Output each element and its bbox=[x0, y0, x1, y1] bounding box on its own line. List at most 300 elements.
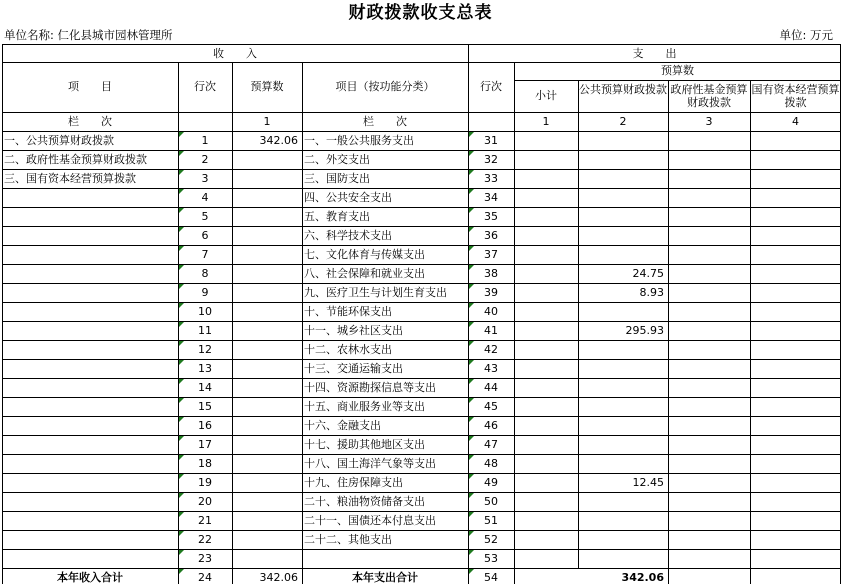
expense-row-no-cell: 51 bbox=[484, 514, 498, 527]
cell-comment-marker bbox=[469, 151, 474, 156]
income-column-index-1: 1 bbox=[263, 115, 271, 128]
expense-item-cell: 十七、援助其他地区支出 bbox=[304, 438, 425, 451]
income-total-value: 342.06 bbox=[259, 571, 298, 584]
income-item-cell bbox=[2, 207, 178, 226]
cell-comment-marker bbox=[179, 189, 184, 194]
cell-comment-marker bbox=[179, 398, 184, 403]
grid-vline bbox=[468, 44, 469, 584]
income-row-no-cell: 14 bbox=[198, 381, 212, 394]
expense-row-no-cell: 44 bbox=[484, 381, 498, 394]
grid-vline bbox=[750, 80, 751, 568]
expense-gov-fund-cell bbox=[668, 511, 750, 530]
expense-state-capital-cell bbox=[750, 321, 841, 340]
income-budget-cell bbox=[232, 397, 302, 416]
expense-state-capital-cell bbox=[750, 492, 841, 511]
income-budget-cell bbox=[232, 378, 302, 397]
expense-public-budget-cell: 24.75 bbox=[632, 267, 664, 280]
income-row-no-cell: 4 bbox=[201, 191, 209, 204]
expense-item-cell: 六、科学技术支出 bbox=[304, 229, 392, 242]
expense-gov-fund-cell bbox=[668, 226, 750, 245]
expense-state-capital-cell bbox=[750, 435, 841, 454]
grid-vline bbox=[232, 62, 233, 584]
income-budget-cell bbox=[232, 473, 302, 492]
income-item-cell bbox=[2, 359, 178, 378]
income-item-cell bbox=[2, 283, 178, 302]
income-budget-cell bbox=[232, 169, 302, 188]
grid-hline bbox=[2, 188, 840, 189]
income-item-cell bbox=[2, 492, 178, 511]
expense-item-cell: 十四、资源勘探信息等支出 bbox=[304, 381, 436, 394]
expense-gov-fund-cell bbox=[668, 150, 750, 169]
cell-comment-marker bbox=[469, 360, 474, 365]
expense-subtotal-cell bbox=[514, 302, 578, 321]
expense-public-budget-cell bbox=[578, 435, 668, 454]
income-row-no-cell: 7 bbox=[201, 248, 209, 261]
expense-gov-fund-cell bbox=[668, 207, 750, 226]
income-row-no-cell: 10 bbox=[198, 305, 212, 318]
expense-item-cell: 二十二、其他支出 bbox=[304, 533, 392, 546]
expense-gov-fund-cell bbox=[668, 435, 750, 454]
income-budget-cell bbox=[232, 150, 302, 169]
expense-public-budget-cell bbox=[578, 397, 668, 416]
income-column-index-label: 栏 次 bbox=[68, 115, 112, 128]
expense-subtotal-cell bbox=[514, 245, 578, 264]
income-item-cell bbox=[2, 549, 178, 568]
expense-gov-fund-cell bbox=[668, 454, 750, 473]
expense-public-budget-cell bbox=[578, 245, 668, 264]
cell-comment-marker bbox=[179, 512, 184, 517]
income-row-no-cell: 2 bbox=[201, 153, 209, 166]
table-title: 财政拨款收支总表 bbox=[348, 3, 493, 23]
expense-subtotal-cell bbox=[514, 226, 578, 245]
cell-comment-marker bbox=[469, 189, 474, 194]
expense-state-capital-cell bbox=[750, 511, 841, 530]
grid-hline bbox=[2, 416, 840, 417]
expense-public-budget-cell bbox=[578, 188, 668, 207]
subtotal-header: 小计 bbox=[535, 89, 557, 102]
expense-row-no-cell: 39 bbox=[484, 286, 498, 299]
expense-row-no-cell: 49 bbox=[484, 476, 498, 489]
expense-state-capital-cell bbox=[750, 169, 841, 188]
expense-gov-fund-cell bbox=[668, 340, 750, 359]
income-row-no-cell: 11 bbox=[198, 324, 212, 337]
expense-item-cell: 十、节能环保支出 bbox=[304, 305, 392, 318]
expense-state-capital-cell bbox=[750, 245, 841, 264]
expense-item-cell: 十五、商业服务业等支出 bbox=[304, 400, 425, 413]
cell-comment-marker bbox=[469, 398, 474, 403]
income-total-row-no: 24 bbox=[198, 571, 212, 584]
cell-comment-marker bbox=[179, 322, 184, 327]
expense-public-budget-cell bbox=[578, 416, 668, 435]
income-row-no-cell: 20 bbox=[198, 495, 212, 508]
grid-hline bbox=[2, 44, 840, 45]
income-budget-cell bbox=[232, 359, 302, 378]
income-item-cell bbox=[2, 226, 178, 245]
expense-row-no-cell: 50 bbox=[484, 495, 498, 508]
expense-item-header: 项目（按功能分类） bbox=[335, 80, 435, 93]
cell-comment-marker bbox=[179, 569, 184, 574]
income-row-no-cell: 3 bbox=[201, 172, 209, 185]
cell-comment-marker bbox=[469, 379, 474, 384]
expense-gov-fund-cell bbox=[668, 131, 750, 150]
cell-comment-marker bbox=[179, 341, 184, 346]
expense-row-no-cell: 34 bbox=[484, 191, 498, 204]
expense-gov-fund-cell bbox=[668, 359, 750, 378]
cell-comment-marker bbox=[469, 227, 474, 232]
income-row-no-cell: 12 bbox=[198, 343, 212, 356]
grid-hline bbox=[2, 568, 840, 569]
expense-item-cell: 十八、国土海洋气象等支出 bbox=[304, 457, 436, 470]
grid-vline bbox=[578, 80, 579, 568]
expense-row-no-header: 行次 bbox=[480, 80, 502, 93]
expense-subtotal-cell bbox=[514, 435, 578, 454]
expense-subtotal-cell bbox=[514, 340, 578, 359]
expense-column-index-1: 1 bbox=[542, 115, 550, 128]
expense-item-cell: 二十、粮油物资储备支出 bbox=[304, 495, 425, 508]
income-item-cell bbox=[2, 454, 178, 473]
income-item-cell: 一、公共预算财政拨款 bbox=[4, 134, 114, 147]
expense-public-budget-cell bbox=[578, 302, 668, 321]
expense-row-no-cell: 32 bbox=[484, 153, 498, 166]
expense-row-no-cell: 48 bbox=[484, 457, 498, 470]
expense-subtotal-cell bbox=[514, 378, 578, 397]
expense-public-budget-cell: 12.45 bbox=[632, 476, 664, 489]
grid-hline bbox=[2, 359, 840, 360]
income-item-cell bbox=[2, 245, 178, 264]
expense-row-no-cell: 45 bbox=[484, 400, 498, 413]
expense-public-budget-cell bbox=[578, 359, 668, 378]
income-budget-cell bbox=[232, 283, 302, 302]
income-item-cell bbox=[2, 530, 178, 549]
income-budget-cell bbox=[232, 492, 302, 511]
grid-hline bbox=[2, 397, 840, 398]
cell-comment-marker bbox=[469, 512, 474, 517]
expense-row-no-cell: 52 bbox=[484, 533, 498, 546]
income-row-no-cell: 9 bbox=[201, 286, 209, 299]
expense-item-cell bbox=[302, 549, 468, 568]
expense-column-index-4: 4 bbox=[792, 115, 799, 128]
expense-subtotal-cell bbox=[514, 530, 578, 549]
grid-vline bbox=[178, 62, 179, 584]
expense-public-budget-cell bbox=[578, 150, 668, 169]
cell-comment-marker bbox=[179, 360, 184, 365]
expense-state-capital-cell bbox=[750, 454, 841, 473]
expense-gov-fund-cell bbox=[668, 245, 750, 264]
income-item-cell bbox=[2, 473, 178, 492]
cell-comment-marker bbox=[179, 208, 184, 213]
expense-gov-fund-cell bbox=[668, 549, 750, 568]
cell-comment-marker bbox=[469, 170, 474, 175]
expense-public-budget-cell bbox=[578, 340, 668, 359]
cell-comment-marker bbox=[179, 265, 184, 270]
grid-hline bbox=[2, 62, 840, 63]
expense-row-no-cell: 46 bbox=[484, 419, 498, 432]
income-budget-cell: 342.06 bbox=[259, 134, 298, 147]
expense-state-capital-cell bbox=[750, 150, 841, 169]
expense-item-cell: 七、文化体育与传媒支出 bbox=[304, 248, 425, 261]
expense-state-capital-cell bbox=[750, 397, 841, 416]
income-row-no-cell: 16 bbox=[198, 419, 212, 432]
income-row-no-cell: 21 bbox=[198, 514, 212, 527]
cell-comment-marker bbox=[179, 417, 184, 422]
income-row-no-cell: 13 bbox=[198, 362, 212, 375]
cell-comment-marker bbox=[469, 265, 474, 270]
income-item-cell bbox=[2, 397, 178, 416]
cell-comment-marker bbox=[179, 379, 184, 384]
grid-hline bbox=[2, 492, 840, 493]
cell-comment-marker bbox=[179, 284, 184, 289]
expense-subtotal-cell bbox=[514, 131, 578, 150]
expense-item-cell: 八、社会保障和就业支出 bbox=[304, 267, 425, 280]
expense-state-capital-cell bbox=[750, 207, 841, 226]
expense-gov-fund-cell bbox=[668, 302, 750, 321]
income-budget-cell bbox=[232, 340, 302, 359]
expense-state-capital-cell bbox=[750, 416, 841, 435]
grid-hline bbox=[2, 264, 840, 265]
expense-item-cell: 十二、农林水支出 bbox=[304, 343, 392, 356]
cell-comment-marker bbox=[469, 208, 474, 213]
expense-state-capital-cell bbox=[750, 302, 841, 321]
income-budget-cell bbox=[232, 530, 302, 549]
income-row-no-cell: 1 bbox=[201, 134, 209, 147]
expense-gov-fund-cell bbox=[668, 416, 750, 435]
grid-hline bbox=[2, 207, 840, 208]
cell-comment-marker bbox=[469, 284, 474, 289]
grid-vline bbox=[668, 568, 669, 584]
expense-item-cell: 十三、交通运输支出 bbox=[304, 362, 403, 375]
unit-row bbox=[0, 26, 841, 44]
cell-comment-marker bbox=[179, 303, 184, 308]
expense-column-index-2: 2 bbox=[619, 115, 627, 128]
cell-comment-marker bbox=[469, 303, 474, 308]
grid-hline bbox=[2, 302, 840, 303]
expense-public-budget-cell bbox=[578, 378, 668, 397]
expense-total-label: 本年支出合计 bbox=[352, 571, 418, 584]
state-capital-header: 国有资本经营预算拨款 bbox=[751, 83, 840, 109]
expense-item-cell: 五、教育支出 bbox=[304, 210, 370, 223]
expense-subtotal-cell bbox=[514, 473, 578, 492]
expense-subtotal-cell bbox=[514, 454, 578, 473]
expense-public-budget-cell bbox=[578, 511, 668, 530]
income-row-no-cell: 22 bbox=[198, 533, 212, 546]
grid-hline bbox=[2, 511, 840, 512]
income-budget-cell bbox=[232, 321, 302, 340]
cell-comment-marker bbox=[469, 341, 474, 346]
grid-hline bbox=[2, 112, 840, 113]
expense-gov-fund-cell bbox=[668, 473, 750, 492]
income-budget-cell bbox=[232, 549, 302, 568]
income-item-cell bbox=[2, 378, 178, 397]
income-row-no-cell: 19 bbox=[198, 476, 212, 489]
expense-state-capital-cell bbox=[750, 359, 841, 378]
expense-subtotal-cell bbox=[514, 188, 578, 207]
expense-subtotal-cell bbox=[514, 511, 578, 530]
income-item-header: 项 目 bbox=[68, 80, 112, 93]
grid-vline bbox=[2, 44, 3, 584]
expense-public-budget-cell: 8.93 bbox=[639, 286, 664, 299]
grid-hline bbox=[2, 283, 840, 284]
income-row-no-cell: 23 bbox=[198, 552, 212, 565]
grid-hline bbox=[2, 169, 840, 170]
cell-comment-marker bbox=[179, 474, 184, 479]
expense-state-capital-cell bbox=[750, 283, 841, 302]
income-item-cell bbox=[2, 321, 178, 340]
grid-hline bbox=[2, 473, 840, 474]
expense-item-cell: 十一、城乡社区支出 bbox=[304, 324, 403, 337]
cell-comment-marker bbox=[179, 436, 184, 441]
expense-row-no-cell: 41 bbox=[484, 324, 498, 337]
expense-state-capital-cell bbox=[750, 530, 841, 549]
expense-state-capital-cell bbox=[750, 549, 841, 568]
cell-comment-marker bbox=[469, 493, 474, 498]
expense-subtotal-cell bbox=[514, 492, 578, 511]
income-item-cell bbox=[2, 511, 178, 530]
expense-total-row-no: 54 bbox=[484, 571, 498, 584]
expense-row-no-cell: 33 bbox=[484, 172, 498, 185]
grid-hline bbox=[2, 150, 840, 151]
grid-hline bbox=[2, 226, 840, 227]
income-item-cell bbox=[2, 188, 178, 207]
grid-hline bbox=[2, 340, 840, 341]
expense-gov-fund-cell bbox=[668, 321, 750, 340]
expense-item-cell: 二、外交支出 bbox=[304, 153, 370, 166]
expense-state-capital-cell bbox=[750, 473, 841, 492]
income-row-no-header: 行次 bbox=[194, 80, 216, 93]
expense-item-cell: 三、国防支出 bbox=[304, 172, 370, 185]
cell-comment-marker bbox=[179, 132, 184, 137]
organization-label: 单位名称: 仁化县城市园林管理所 bbox=[4, 28, 173, 42]
cell-comment-marker bbox=[179, 227, 184, 232]
expense-section-header: 支 出 bbox=[632, 47, 677, 60]
expense-public-budget-cell bbox=[578, 454, 668, 473]
expense-public-budget-cell bbox=[578, 131, 668, 150]
cell-comment-marker bbox=[179, 531, 184, 536]
expense-subtotal-cell bbox=[514, 264, 578, 283]
public-budget-header: 公共预算财政拨款 bbox=[579, 83, 667, 96]
expense-subtotal-cell bbox=[514, 321, 578, 340]
expense-public-budget-cell bbox=[578, 549, 668, 568]
expense-gov-fund-cell bbox=[668, 530, 750, 549]
cell-comment-marker bbox=[469, 417, 474, 422]
grid-hline bbox=[2, 549, 840, 550]
grid-vline bbox=[668, 80, 669, 568]
cell-comment-marker bbox=[179, 151, 184, 156]
income-item-cell bbox=[2, 264, 178, 283]
income-budget-cell bbox=[232, 207, 302, 226]
expense-item-cell: 二十一、国债还本付息支出 bbox=[304, 514, 436, 527]
cell-comment-marker bbox=[469, 569, 474, 574]
cell-comment-marker bbox=[469, 436, 474, 441]
income-row-no-cell: 17 bbox=[198, 438, 212, 451]
expense-budget-group-header: 预算数 bbox=[661, 64, 694, 77]
expense-subtotal-cell bbox=[514, 169, 578, 188]
cell-comment-marker bbox=[179, 455, 184, 460]
expense-column-index-3: 3 bbox=[705, 115, 713, 128]
currency-unit-label: 单位: 万元 bbox=[779, 28, 833, 42]
expense-subtotal-cell bbox=[514, 549, 578, 568]
expense-subtotal-cell bbox=[514, 397, 578, 416]
expense-state-capital-cell bbox=[750, 264, 841, 283]
expense-total-value: 342.06 bbox=[621, 571, 664, 584]
expense-row-no-cell: 38 bbox=[484, 267, 498, 280]
income-total-label: 本年收入合计 bbox=[57, 571, 123, 584]
cell-comment-marker bbox=[469, 132, 474, 137]
grid-vline bbox=[750, 568, 751, 584]
income-budget-cell bbox=[232, 435, 302, 454]
expense-gov-fund-cell bbox=[668, 169, 750, 188]
expense-item-cell: 四、公共安全支出 bbox=[304, 191, 392, 204]
expense-public-budget-cell bbox=[578, 226, 668, 245]
income-row-no-cell: 5 bbox=[201, 210, 209, 223]
expense-row-no-cell: 36 bbox=[484, 229, 498, 242]
expense-state-capital-cell bbox=[750, 378, 841, 397]
expense-subtotal-cell bbox=[514, 150, 578, 169]
expense-public-budget-cell bbox=[578, 169, 668, 188]
income-item-cell bbox=[2, 435, 178, 454]
income-item-cell bbox=[2, 416, 178, 435]
grid-hline bbox=[2, 454, 840, 455]
income-budget-cell bbox=[232, 302, 302, 321]
expense-subtotal-cell bbox=[514, 359, 578, 378]
expense-subtotal-cell bbox=[514, 283, 578, 302]
income-budget-cell bbox=[232, 226, 302, 245]
expense-gov-fund-cell bbox=[668, 492, 750, 511]
income-budget-cell bbox=[232, 511, 302, 530]
income-section-header: 收 入 bbox=[213, 47, 257, 60]
expense-row-no-cell: 40 bbox=[484, 305, 498, 318]
cell-comment-marker bbox=[179, 493, 184, 498]
cell-comment-marker bbox=[469, 474, 474, 479]
cell-comment-marker bbox=[469, 455, 474, 460]
expense-gov-fund-cell bbox=[668, 397, 750, 416]
income-budget-cell bbox=[232, 454, 302, 473]
grid-hline bbox=[2, 435, 840, 436]
expense-state-capital-cell bbox=[750, 226, 841, 245]
expense-item-cell: 一、一般公共服务支出 bbox=[304, 134, 414, 147]
income-row-no-cell: 6 bbox=[201, 229, 209, 242]
income-item-cell: 二、政府性基金预算财政拨款 bbox=[4, 153, 147, 166]
expense-gov-fund-cell bbox=[668, 378, 750, 397]
expense-item-cell: 十九、住房保障支出 bbox=[304, 476, 403, 489]
expense-gov-fund-cell bbox=[668, 264, 750, 283]
expense-subtotal-cell bbox=[514, 416, 578, 435]
cell-comment-marker bbox=[469, 550, 474, 555]
expense-public-budget-cell: 295.93 bbox=[625, 324, 664, 337]
expense-row-no-cell: 42 bbox=[484, 343, 498, 356]
income-row-no-cell: 8 bbox=[201, 267, 209, 280]
income-row-no-cell: 15 bbox=[198, 400, 212, 413]
expense-public-budget-cell bbox=[578, 207, 668, 226]
expense-row-no-cell: 35 bbox=[484, 210, 498, 223]
income-budget-cell bbox=[232, 188, 302, 207]
income-item-cell: 三、国有资本经营预算拨款 bbox=[4, 172, 136, 185]
grid-hline bbox=[514, 80, 840, 81]
income-row-no-cell: 18 bbox=[198, 457, 212, 470]
grid-hline bbox=[2, 321, 840, 322]
cell-comment-marker bbox=[179, 246, 184, 251]
expense-item-cell: 九、医疗卫生与计划生育支出 bbox=[304, 286, 447, 299]
income-budget-cell bbox=[232, 245, 302, 264]
expense-row-no-cell: 53 bbox=[484, 552, 498, 565]
income-budget-cell bbox=[232, 416, 302, 435]
income-budget-cell bbox=[232, 264, 302, 283]
grid-hline bbox=[2, 378, 840, 379]
income-budget-header: 预算数 bbox=[250, 80, 284, 93]
grid-vline bbox=[302, 62, 303, 584]
grid-hline bbox=[2, 530, 840, 531]
expense-state-capital-cell bbox=[750, 131, 841, 150]
grid-hline bbox=[2, 245, 840, 246]
